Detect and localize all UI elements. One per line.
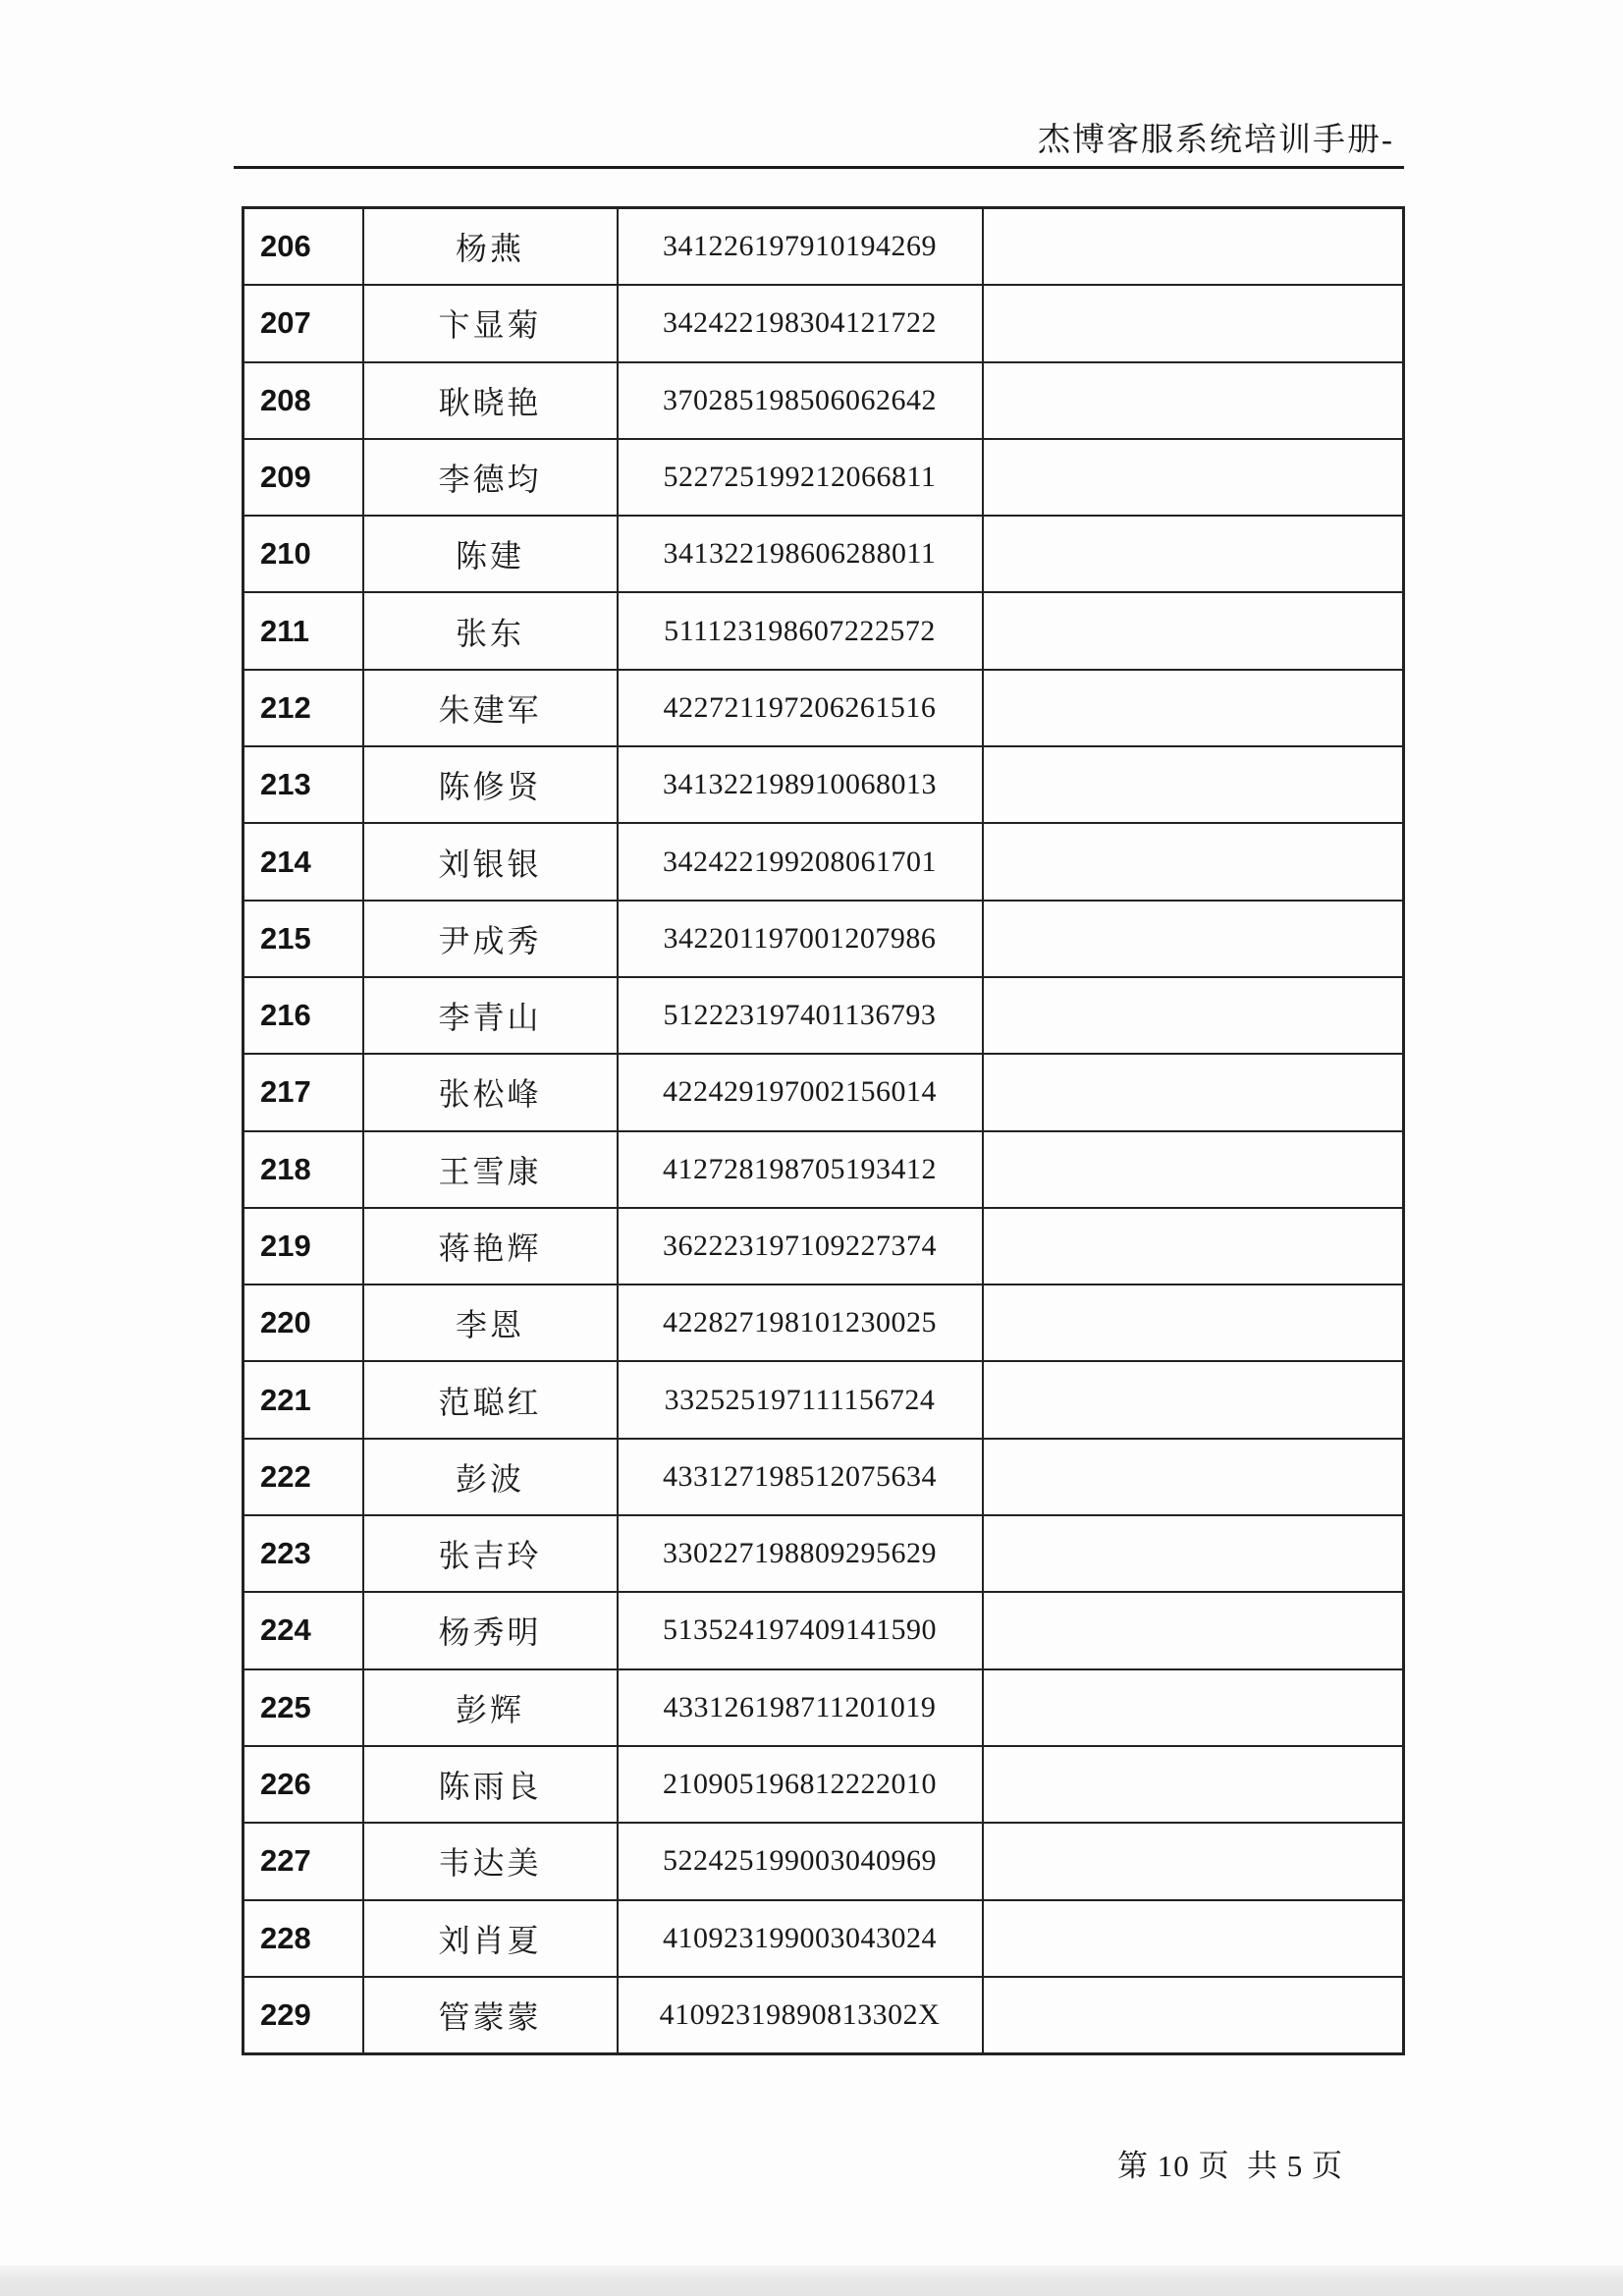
header-title: 杰博客服系统培训手册-	[1038, 123, 1394, 158]
table-row	[243, 592, 1404, 669]
name-cell: 彭波	[363, 1439, 618, 1515]
name-cell: 范聪红	[363, 1361, 618, 1438]
note-cell	[983, 1131, 1404, 1208]
row-number-cell: 228	[243, 1900, 363, 1977]
table-row	[243, 1515, 1404, 1592]
name-cell: 王雪康	[363, 1131, 618, 1208]
id-number-cell: 41092319890813302X	[618, 1977, 983, 2054]
header-rule	[234, 166, 1404, 169]
id-number-cell: 342422198304121722	[618, 285, 983, 361]
id-number-cell: 342422199208061701	[618, 823, 983, 900]
row-number-cell: 207	[243, 285, 363, 361]
row-number-cell: 213	[243, 746, 363, 823]
name-cell: 杨燕	[363, 208, 618, 286]
table-row	[243, 670, 1404, 746]
name-cell: 张东	[363, 592, 618, 669]
row-number-cell: 223	[243, 1515, 363, 1592]
id-number-cell: 522425199003040969	[618, 1823, 983, 1899]
id-number-cell: 522725199212066811	[618, 439, 983, 516]
table-row	[243, 1285, 1404, 1361]
id-number-cell: 422721197206261516	[618, 670, 983, 746]
name-cell: 尹成秀	[363, 901, 618, 977]
table-row	[243, 439, 1404, 516]
name-cell: 李青山	[363, 977, 618, 1054]
id-number-cell: 341226197910194269	[618, 208, 983, 286]
note-cell	[983, 1977, 1404, 2054]
name-cell: 朱建军	[363, 670, 618, 746]
id-number-cell: 370285198506062642	[618, 362, 983, 439]
id-number-cell: 342201197001207986	[618, 901, 983, 977]
name-cell: 李恩	[363, 1285, 618, 1361]
name-cell: 卞显菊	[363, 285, 618, 361]
table-row	[243, 1900, 1404, 1977]
note-cell	[983, 592, 1404, 669]
name-cell: 张松峰	[363, 1054, 618, 1130]
table-row	[243, 1131, 1404, 1208]
name-cell: 张吉玲	[363, 1515, 618, 1592]
id-number-cell: 330227198809295629	[618, 1515, 983, 1592]
table-row	[243, 285, 1404, 361]
note-cell	[983, 285, 1404, 361]
note-cell	[983, 1285, 1404, 1361]
table-row	[243, 901, 1404, 977]
name-cell: 彭辉	[363, 1669, 618, 1746]
row-number-cell: 218	[243, 1131, 363, 1208]
note-cell	[983, 1746, 1404, 1823]
row-number-cell: 226	[243, 1746, 363, 1823]
note-cell	[983, 1823, 1404, 1899]
id-number-cell: 422429197002156014	[618, 1054, 983, 1130]
id-number-cell: 433126198711201019	[618, 1669, 983, 1746]
row-number-cell: 211	[243, 592, 363, 669]
table-row	[243, 1746, 1404, 1823]
name-cell: 陈雨良	[363, 1746, 618, 1823]
id-number-cell: 341322198910068013	[618, 746, 983, 823]
id-number-cell: 210905196812222010	[618, 1746, 983, 1823]
note-cell	[983, 1208, 1404, 1285]
name-cell: 杨秀明	[363, 1592, 618, 1668]
row-number-cell: 217	[243, 1054, 363, 1130]
scan-edge-strip	[0, 2266, 1623, 2296]
row-number-cell: 222	[243, 1439, 363, 1515]
id-number-cell: 512223197401136793	[618, 977, 983, 1054]
table-row	[243, 1361, 1404, 1438]
row-number-cell: 229	[243, 1977, 363, 2054]
name-cell: 李德均	[363, 439, 618, 516]
name-cell: 耿晓艳	[363, 362, 618, 439]
note-cell	[983, 516, 1404, 592]
row-number-cell: 220	[243, 1285, 363, 1361]
table-row	[243, 1054, 1404, 1130]
note-cell	[983, 670, 1404, 746]
table-row	[243, 1823, 1404, 1899]
name-cell: 刘银银	[363, 823, 618, 900]
note-cell	[983, 439, 1404, 516]
row-number-cell: 216	[243, 977, 363, 1054]
id-number-cell: 412728198705193412	[618, 1131, 983, 1208]
row-number-cell: 212	[243, 670, 363, 746]
row-number-cell: 225	[243, 1669, 363, 1746]
note-cell	[983, 1900, 1404, 1977]
name-cell: 陈修贤	[363, 746, 618, 823]
row-number-cell: 206	[243, 208, 363, 286]
note-cell	[983, 1054, 1404, 1130]
roster-table	[242, 206, 1405, 2055]
note-cell	[983, 1592, 1404, 1668]
row-number-cell: 219	[243, 1208, 363, 1285]
row-number-cell: 227	[243, 1823, 363, 1899]
id-number-cell: 511123198607222572	[618, 592, 983, 669]
table-row	[243, 1669, 1404, 1746]
roster-table-body	[243, 208, 1404, 2054]
name-cell: 韦达美	[363, 1823, 618, 1899]
row-number-cell: 221	[243, 1361, 363, 1438]
id-number-cell: 362223197109227374	[618, 1208, 983, 1285]
id-number-cell: 433127198512075634	[618, 1439, 983, 1515]
table-row	[243, 1592, 1404, 1668]
footer-page-info: 第 10 页 共 5 页	[1117, 2149, 1343, 2183]
id-number-cell: 332525197111156724	[618, 1361, 983, 1438]
table-row	[243, 1439, 1404, 1515]
row-number-cell: 210	[243, 516, 363, 592]
table-row	[243, 362, 1404, 439]
row-number-cell: 208	[243, 362, 363, 439]
id-number-cell: 422827198101230025	[618, 1285, 983, 1361]
name-cell: 陈建	[363, 516, 618, 592]
note-cell	[983, 1515, 1404, 1592]
name-cell: 刘肖夏	[363, 1900, 618, 1977]
note-cell	[983, 977, 1404, 1054]
note-cell	[983, 901, 1404, 977]
row-number-cell: 214	[243, 823, 363, 900]
table-row	[243, 977, 1404, 1054]
id-number-cell: 341322198606288011	[618, 516, 983, 592]
id-number-cell: 513524197409141590	[618, 1592, 983, 1668]
name-cell: 管蒙蒙	[363, 1977, 618, 2054]
row-number-cell: 209	[243, 439, 363, 516]
table-row	[243, 746, 1404, 823]
id-number-cell: 410923199003043024	[618, 1900, 983, 1977]
note-cell	[983, 1669, 1404, 1746]
note-cell	[983, 208, 1404, 286]
table-row	[243, 823, 1404, 900]
note-cell	[983, 823, 1404, 900]
table-row	[243, 1208, 1404, 1285]
note-cell	[983, 1361, 1404, 1438]
note-cell	[983, 362, 1404, 439]
table-row	[243, 1977, 1404, 2054]
note-cell	[983, 746, 1404, 823]
row-number-cell: 224	[243, 1592, 363, 1668]
table-row	[243, 208, 1404, 286]
row-number-cell: 215	[243, 901, 363, 977]
table-row	[243, 516, 1404, 592]
name-cell: 蒋艳辉	[363, 1208, 618, 1285]
note-cell	[983, 1439, 1404, 1515]
